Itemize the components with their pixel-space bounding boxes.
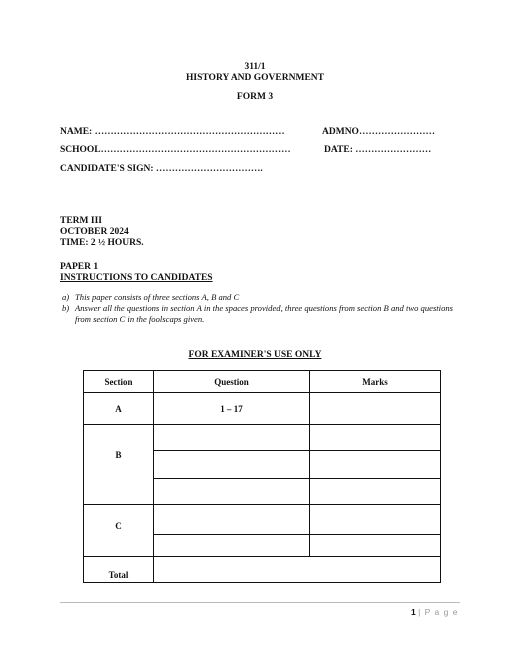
section-c-marks-cell[interactable] <box>310 505 441 535</box>
total-label: Total <box>84 557 154 583</box>
section-a-questions: 1 – 17 <box>154 393 310 425</box>
column-header-marks: Marks <box>310 371 441 393</box>
section-a-label: A <box>84 393 154 425</box>
name-field[interactable]: NAME: …………………………………………………… <box>60 127 285 137</box>
subject-title: HISTORY AND GOVERNMENT <box>186 73 324 83</box>
column-header-section: Section <box>84 371 154 393</box>
instruction-a-label: a) <box>62 292 70 302</box>
section-c-question-cell[interactable] <box>154 505 310 535</box>
table-header-row <box>84 371 441 393</box>
table-row-total <box>84 557 441 583</box>
admno-field[interactable]: ADMNO…………………… <box>322 127 435 137</box>
column-header-question: Question <box>154 371 310 393</box>
instructions-title: INSTRUCTIONS TO CANDIDATES <box>60 273 213 283</box>
date-field[interactable]: DATE: …………………… <box>324 145 432 155</box>
section-b-marks-cell[interactable] <box>310 479 441 505</box>
school-field[interactable]: SCHOOL…………………………………………………… <box>60 145 291 155</box>
section-b-question-cell[interactable] <box>154 451 310 479</box>
section-b-question-cell[interactable] <box>154 479 310 505</box>
total-marks-cell[interactable] <box>154 557 441 583</box>
month-label: OCTOBER 2024 <box>60 227 129 237</box>
section-b-question-cell[interactable] <box>154 425 310 451</box>
examiner-title: FOR EXAMINER'S USE ONLY <box>188 350 322 360</box>
examiner-table <box>83 370 441 583</box>
instruction-a-text: This paper consists of three sections A, B and C <box>75 292 240 302</box>
section-b-marks-cell[interactable] <box>310 425 441 451</box>
section-b-marks-cell[interactable] <box>310 451 441 479</box>
table-row-section-b <box>84 425 441 451</box>
page-number <box>411 607 458 617</box>
section-c-marks-cell[interactable] <box>310 535 441 557</box>
time-label: TIME: 2 ½ HOURS. <box>60 238 144 248</box>
section-b-label: B <box>84 425 154 505</box>
paper-label: PAPER 1 <box>60 262 99 272</box>
page-number-value: 1 <box>411 607 416 617</box>
section-a-marks-cell[interactable] <box>310 393 441 425</box>
table-row-section-a <box>84 393 441 425</box>
section-c-question-cell[interactable] <box>154 535 310 557</box>
section-c-label: C <box>84 505 154 557</box>
term-label: TERM III <box>60 216 102 226</box>
page-number-label: | P a g e <box>418 607 459 617</box>
instruction-b-label: b) <box>62 303 70 313</box>
candidate-sign-field[interactable]: CANDIDATE'S SIGN: ……………………………. <box>60 164 263 174</box>
paper-code: 311/1 <box>244 62 266 72</box>
footer-divider <box>60 602 460 603</box>
table-row-section-c <box>84 505 441 535</box>
form-label: FORM 3 <box>236 92 274 102</box>
instruction-b-text: Answer all the questions in section A in the spaces provided, three questions from section B and two questions from section C in the foolscaps given. <box>75 303 454 324</box>
